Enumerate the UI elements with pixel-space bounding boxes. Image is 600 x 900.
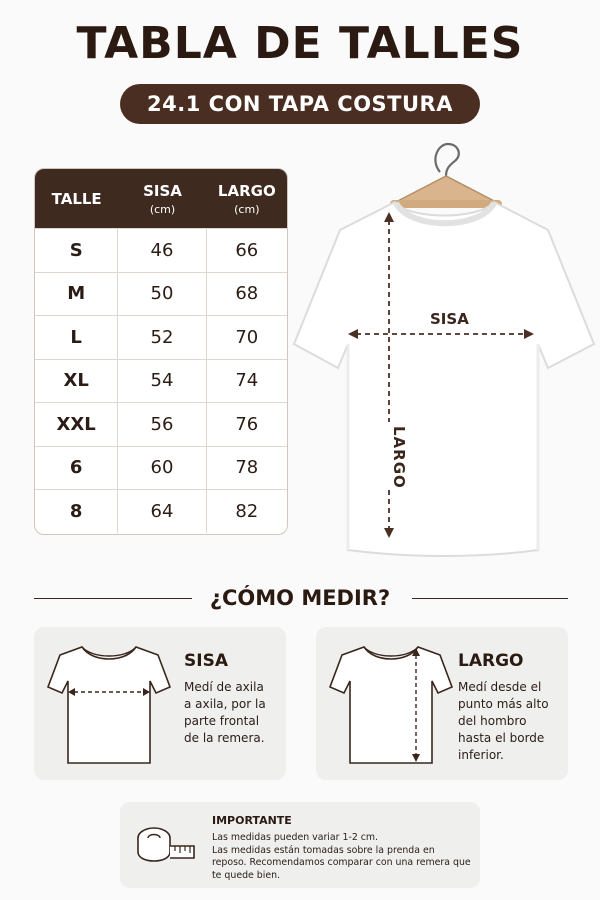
- header-sisa-label: SISA: [143, 181, 182, 200]
- cell-largo: 78: [235, 457, 259, 479]
- table-row: [35, 272, 287, 316]
- table-row: [35, 402, 287, 446]
- cell-talle: M: [35, 273, 118, 316]
- header-sisa-unit: (cm): [149, 202, 176, 216]
- cell-largo: 68: [235, 283, 259, 305]
- cell-talle: 6: [35, 447, 118, 490]
- cell-talle: XL: [35, 360, 118, 403]
- cell-largo: 74: [235, 370, 259, 392]
- table-row: [35, 446, 287, 490]
- cell-sisa: 54: [118, 360, 206, 403]
- cell-largo: 66: [235, 239, 259, 261]
- table-header: [35, 169, 287, 228]
- cell-sisa: 46: [118, 229, 206, 272]
- t-shirt-on-hanger-icon: [290, 130, 600, 570]
- cell-talle: L: [35, 316, 118, 359]
- table-row: [35, 315, 287, 359]
- table-row: [35, 489, 287, 533]
- page-title: TABLA DE TALLES: [76, 18, 524, 69]
- important-line-2: Las medidas están tomadas sobre la prenda en reposo. Recomendamos comparar con una remera que te quede bien.: [212, 844, 471, 881]
- important-note: [120, 802, 480, 888]
- card-sisa-title: SISA: [184, 651, 228, 671]
- cell-sisa: 50: [118, 273, 206, 316]
- card-sisa: [34, 627, 286, 780]
- cell-largo: 82: [235, 500, 259, 522]
- size-table: [34, 168, 288, 535]
- important-text: [212, 832, 472, 882]
- header-sisa: [118, 169, 206, 228]
- card-largo-text: Medí desde el punto más alto del hombro hasta el borde inferior.: [458, 680, 549, 762]
- cell-sisa: 60: [118, 447, 206, 490]
- table-row: [35, 359, 287, 403]
- cell-talle: XXL: [35, 403, 118, 446]
- model-pill: 24.1 CON TAPA COSTURA: [120, 84, 480, 124]
- important-title: IMPORTANTE: [212, 814, 292, 827]
- header-talle: [35, 169, 118, 228]
- important-line-1: Las medidas pueden variar 1-2 cm.: [212, 832, 379, 843]
- sisa-label: SISA: [430, 310, 469, 328]
- table-row: [35, 228, 287, 272]
- how-to-title: ¿CÓMO MEDIR?: [209, 586, 391, 610]
- header-largo: [207, 169, 287, 228]
- largo-label: LARGO: [390, 426, 408, 489]
- cell-sisa: 52: [118, 316, 206, 359]
- card-largo-title: LARGO: [458, 651, 524, 671]
- card-sisa-text: Medí de axila a axila, por la parte frontal de la remera.: [184, 680, 266, 745]
- card-largo: [316, 627, 568, 780]
- measuring-tape-icon: [136, 824, 196, 868]
- cell-largo: 70: [235, 326, 259, 348]
- cell-largo: 76: [235, 413, 259, 435]
- header-largo-label: LARGO: [217, 181, 276, 200]
- shirt-length-icon: [324, 639, 458, 769]
- cell-sisa: 56: [118, 403, 206, 446]
- shirt-width-icon: [42, 639, 176, 769]
- cell-sisa: 64: [118, 490, 206, 533]
- header-talle-label: TALLE: [51, 189, 102, 208]
- header-largo-unit: (cm): [234, 202, 260, 216]
- cell-talle: S: [35, 229, 118, 272]
- cell-talle: 8: [35, 490, 118, 533]
